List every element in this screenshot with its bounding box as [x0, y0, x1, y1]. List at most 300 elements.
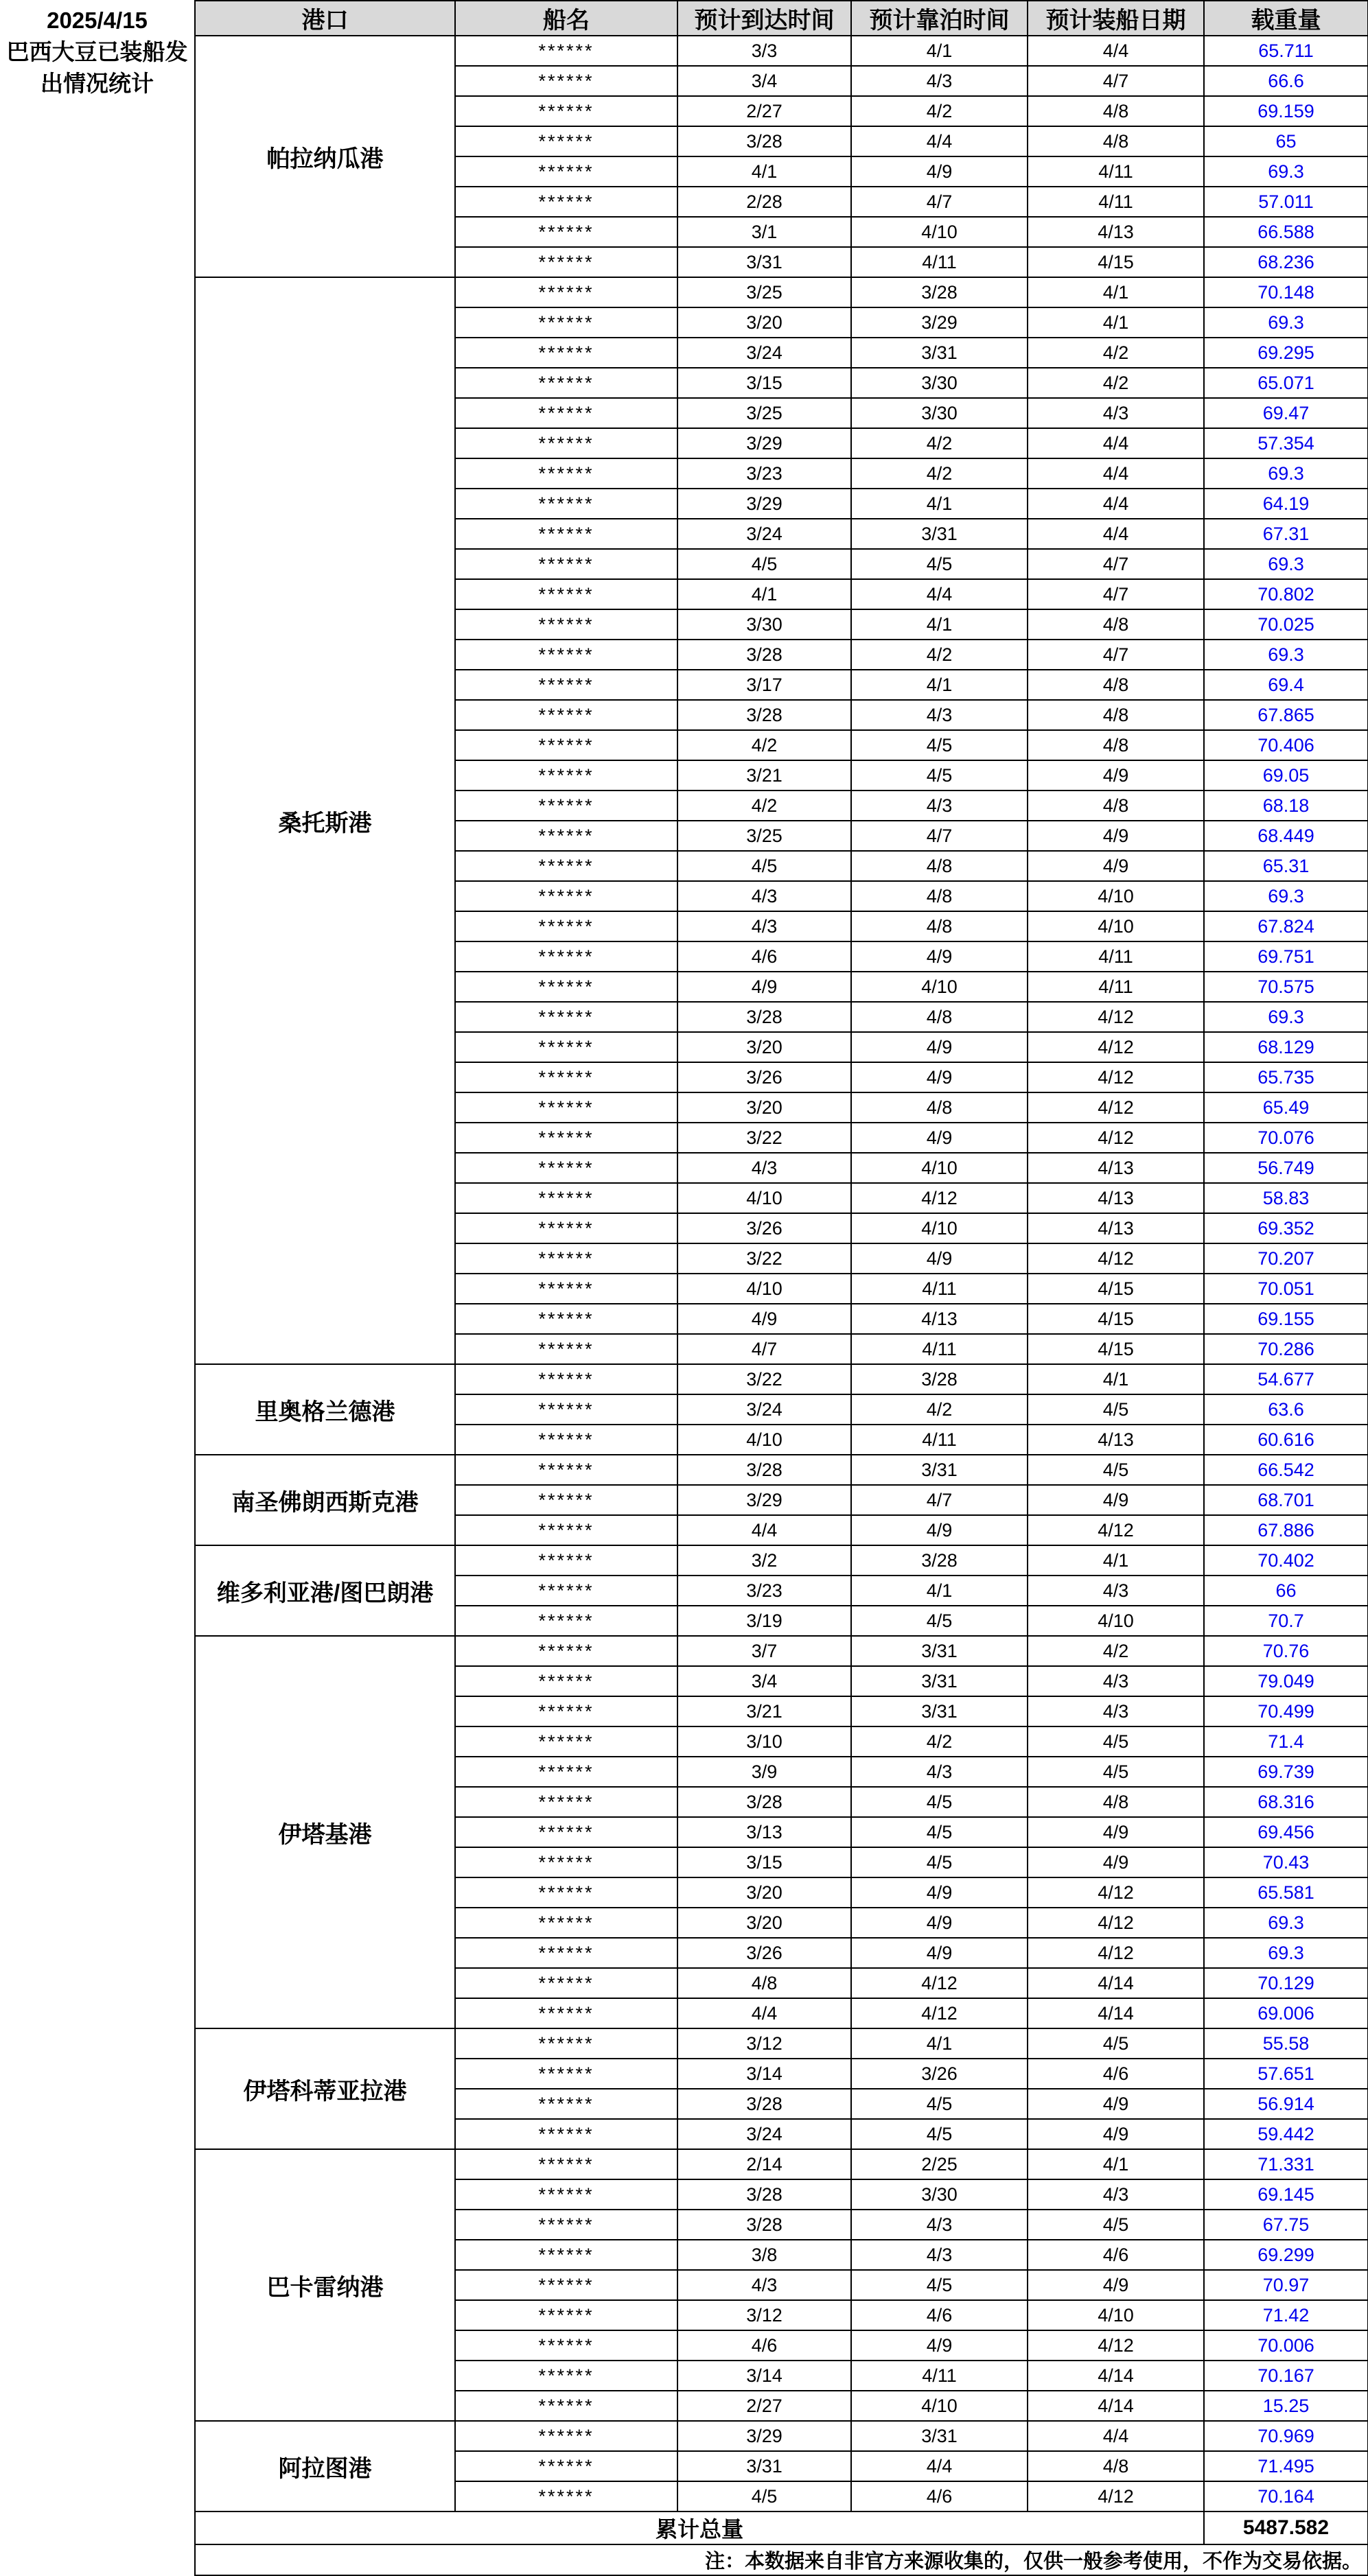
berth-date-cell: 4/1: [851, 1576, 1028, 1606]
weight-cell: 68.701: [1204, 1485, 1368, 1515]
berth-date-cell: 4/2: [851, 96, 1028, 126]
arrival-date-cell: 3/13: [677, 1817, 851, 1847]
berth-date-cell: 4/3: [851, 2240, 1028, 2270]
ship-name-cell: ******: [455, 670, 677, 700]
weight-cell: 69.145: [1204, 2179, 1368, 2210]
weight-cell: 67.75: [1204, 2210, 1368, 2240]
berth-date-cell: 4/5: [851, 760, 1028, 791]
ship-name-cell: ******: [455, 2361, 677, 2391]
arrival-date-cell: 3/23: [677, 1576, 851, 1606]
arrival-date-cell: 4/3: [677, 1153, 851, 1183]
ship-name-cell: ******: [455, 2300, 677, 2330]
berth-date-cell: 4/2: [851, 640, 1028, 670]
weight-cell: 66: [1204, 1576, 1368, 1606]
loading-date-cell: 4/2: [1028, 368, 1204, 398]
weight-cell: 69.155: [1204, 1304, 1368, 1334]
weight-cell: 70.402: [1204, 1545, 1368, 1576]
berth-date-cell: 4/6: [851, 2300, 1028, 2330]
port-name-cell: 桑托斯港: [195, 277, 455, 1364]
ship-name-cell: ******: [455, 368, 677, 398]
loading-date-cell: 4/11: [1028, 972, 1204, 1002]
column-header-berth: 预计靠泊时间: [851, 1, 1028, 36]
berth-date-cell: 4/9: [851, 1908, 1028, 1938]
weight-cell: 69.295: [1204, 338, 1368, 368]
ship-name-cell: ******: [455, 126, 677, 156]
loading-date-cell: 4/9: [1028, 851, 1204, 881]
arrival-date-cell: 3/7: [677, 1636, 851, 1666]
ship-name-cell: ******: [455, 1032, 677, 1062]
berth-date-cell: 4/7: [851, 187, 1028, 217]
total-value: 5487.582: [1204, 2511, 1368, 2544]
berth-date-cell: 4/2: [851, 1726, 1028, 1757]
berth-date-cell: 4/2: [851, 458, 1028, 489]
ship-name-cell: ******: [455, 2451, 677, 2481]
berth-date-cell: 4/9: [851, 1032, 1028, 1062]
berth-date-cell: 4/5: [851, 730, 1028, 760]
arrival-date-cell: 3/4: [677, 1666, 851, 1696]
ship-name-cell: ******: [455, 791, 677, 821]
ship-name-cell: ******: [455, 1636, 677, 1666]
loading-date-cell: 4/15: [1028, 247, 1204, 277]
arrival-date-cell: 3/22: [677, 1364, 851, 1394]
table-row: [0, 277, 1368, 307]
loading-date-cell: 4/12: [1028, 2481, 1204, 2511]
ship-name-cell: ******: [455, 2421, 677, 2451]
weight-cell: 70.286: [1204, 1334, 1368, 1364]
berth-date-cell: 4/9: [851, 1243, 1028, 1274]
berth-date-cell: 4/1: [851, 36, 1028, 66]
ship-name-cell: ******: [455, 458, 677, 489]
arrival-date-cell: 4/10: [677, 1425, 851, 1455]
ship-name-cell: ******: [455, 2330, 677, 2361]
berth-date-cell: 4/9: [851, 156, 1028, 187]
ship-name-cell: ******: [455, 2240, 677, 2270]
total-label: 累计总量: [195, 2511, 1204, 2544]
weight-cell: 70.207: [1204, 1243, 1368, 1274]
weight-cell: 56.914: [1204, 2089, 1368, 2119]
arrival-date-cell: 3/28: [677, 2089, 851, 2119]
loading-date-cell: 4/8: [1028, 791, 1204, 821]
berth-date-cell: 4/8: [851, 881, 1028, 911]
loading-date-cell: 4/13: [1028, 1183, 1204, 1213]
table-row: [0, 2149, 1368, 2179]
ship-name-cell: ******: [455, 1123, 677, 1153]
arrival-date-cell: 3/29: [677, 2421, 851, 2451]
berth-date-cell: 3/30: [851, 368, 1028, 398]
berth-date-cell: 3/31: [851, 1636, 1028, 1666]
berth-date-cell: 4/6: [851, 2481, 1028, 2511]
berth-date-cell: 4/9: [851, 941, 1028, 972]
loading-date-cell: 4/8: [1028, 670, 1204, 700]
loading-date-cell: 4/13: [1028, 1213, 1204, 1243]
berth-date-cell: 4/2: [851, 1394, 1028, 1425]
berth-date-cell: 2/25: [851, 2149, 1028, 2179]
arrival-date-cell: 3/15: [677, 1847, 851, 1877]
loading-date-cell: 4/3: [1028, 1576, 1204, 1606]
berth-date-cell: 4/10: [851, 1153, 1028, 1183]
weight-cell: 65.581: [1204, 1877, 1368, 1908]
ship-name-cell: ******: [455, 2391, 677, 2421]
arrival-date-cell: 4/4: [677, 1515, 851, 1545]
berth-date-cell: 4/3: [851, 791, 1028, 821]
arrival-date-cell: 3/28: [677, 2179, 851, 2210]
weight-cell: 63.6: [1204, 1394, 1368, 1425]
ship-name-cell: ******: [455, 1938, 677, 1968]
ship-name-cell: ******: [455, 1425, 677, 1455]
table-row: [0, 1545, 1368, 1576]
loading-date-cell: 4/3: [1028, 398, 1204, 428]
arrival-date-cell: 3/24: [677, 338, 851, 368]
loading-date-cell: 4/14: [1028, 1998, 1204, 2028]
berth-date-cell: 4/5: [851, 1817, 1028, 1847]
ship-name-cell: ******: [455, 307, 677, 338]
arrival-date-cell: 3/24: [677, 519, 851, 549]
port-name-cell: 南圣佛朗西斯克港: [195, 1455, 455, 1545]
berth-date-cell: 3/28: [851, 1364, 1028, 1394]
loading-date-cell: 4/4: [1028, 36, 1204, 66]
ship-name-cell: ******: [455, 972, 677, 1002]
arrival-date-cell: 2/27: [677, 96, 851, 126]
ship-name-cell: ******: [455, 2179, 677, 2210]
arrival-date-cell: 3/23: [677, 458, 851, 489]
ship-name-cell: ******: [455, 609, 677, 640]
arrival-date-cell: 4/8: [677, 1968, 851, 1998]
arrival-date-cell: 3/25: [677, 398, 851, 428]
arrival-date-cell: 3/21: [677, 760, 851, 791]
arrival-date-cell: 3/14: [677, 2059, 851, 2089]
ship-name-cell: ******: [455, 1606, 677, 1636]
loading-date-cell: 4/1: [1028, 2149, 1204, 2179]
note-row: [0, 2544, 1368, 2575]
berth-date-cell: 3/30: [851, 398, 1028, 428]
arrival-date-cell: 3/1: [677, 217, 851, 247]
weight-cell: 70.148: [1204, 277, 1368, 307]
loading-date-cell: 4/12: [1028, 1002, 1204, 1032]
ship-name-cell: ******: [455, 1092, 677, 1123]
berth-date-cell: 4/11: [851, 247, 1028, 277]
loading-date-cell: 4/3: [1028, 1696, 1204, 1726]
ship-name-cell: ******: [455, 1757, 677, 1787]
berth-date-cell: 4/11: [851, 1425, 1028, 1455]
arrival-date-cell: 4/5: [677, 2481, 851, 2511]
berth-date-cell: 4/7: [851, 821, 1028, 851]
loading-date-cell: 4/12: [1028, 1062, 1204, 1092]
loading-date-cell: 4/9: [1028, 2089, 1204, 2119]
loading-date-cell: 4/10: [1028, 2300, 1204, 2330]
port-name-cell: 里奥格兰德港: [195, 1364, 455, 1455]
arrival-date-cell: 3/24: [677, 2119, 851, 2149]
loading-date-cell: 4/5: [1028, 1726, 1204, 1757]
arrival-date-cell: 3/28: [677, 640, 851, 670]
ship-name-cell: ******: [455, 1696, 677, 1726]
arrival-date-cell: 3/12: [677, 2300, 851, 2330]
arrival-date-cell: 3/26: [677, 1938, 851, 1968]
arrival-date-cell: 3/31: [677, 2451, 851, 2481]
berth-date-cell: 4/3: [851, 2210, 1028, 2240]
arrival-date-cell: 3/29: [677, 1485, 851, 1515]
report-title-line: 出情况统计: [40, 71, 154, 96]
berth-date-cell: 3/26: [851, 2059, 1028, 2089]
ship-name-cell: ******: [455, 2149, 677, 2179]
loading-date-cell: 4/9: [1028, 821, 1204, 851]
berth-date-cell: 4/4: [851, 2451, 1028, 2481]
weight-cell: 67.886: [1204, 1515, 1368, 1545]
ship-name-cell: ******: [455, 1515, 677, 1545]
weight-cell: 66.542: [1204, 1455, 1368, 1485]
berth-date-cell: 4/3: [851, 700, 1028, 730]
ship-name-cell: ******: [455, 36, 677, 66]
berth-date-cell: 4/1: [851, 670, 1028, 700]
loading-date-cell: 4/12: [1028, 1092, 1204, 1123]
arrival-date-cell: 3/26: [677, 1213, 851, 1243]
weight-cell: 68.18: [1204, 791, 1368, 821]
berth-date-cell: 4/10: [851, 972, 1028, 1002]
berth-date-cell: 3/28: [851, 277, 1028, 307]
arrival-date-cell: 3/20: [677, 307, 851, 338]
arrival-date-cell: 3/26: [677, 1062, 851, 1092]
arrival-date-cell: 4/10: [677, 1183, 851, 1213]
loading-date-cell: 4/1: [1028, 1364, 1204, 1394]
ship-name-cell: ******: [455, 338, 677, 368]
loading-date-cell: 4/7: [1028, 640, 1204, 670]
weight-cell: 66.6: [1204, 66, 1368, 96]
ship-name-cell: ******: [455, 2481, 677, 2511]
berth-date-cell: 4/9: [851, 1123, 1028, 1153]
weight-cell: 71.42: [1204, 2300, 1368, 2330]
arrival-date-cell: 3/29: [677, 428, 851, 458]
port-name-cell: 伊塔基港: [195, 1636, 455, 2028]
ship-name-cell: ******: [455, 1908, 677, 1938]
berth-date-cell: 4/1: [851, 609, 1028, 640]
loading-date-cell: 4/5: [1028, 1455, 1204, 1485]
berth-date-cell: 3/31: [851, 1666, 1028, 1696]
loading-date-cell: 4/2: [1028, 1636, 1204, 1666]
weight-cell: 70.7: [1204, 1606, 1368, 1636]
ship-name-cell: ******: [455, 1243, 677, 1274]
arrival-date-cell: 4/1: [677, 579, 851, 609]
ship-name-cell: ******: [455, 1394, 677, 1425]
weight-cell: 67.824: [1204, 911, 1368, 941]
berth-date-cell: 4/9: [851, 2330, 1028, 2361]
arrival-date-cell: 4/9: [677, 1304, 851, 1334]
weight-cell: 15.25: [1204, 2391, 1368, 2421]
berth-date-cell: 4/5: [851, 1847, 1028, 1877]
arrival-date-cell: 3/8: [677, 2240, 851, 2270]
berth-date-cell: 4/1: [851, 2028, 1028, 2059]
loading-date-cell: 4/4: [1028, 2421, 1204, 2451]
berth-date-cell: 4/12: [851, 1998, 1028, 2028]
arrival-date-cell: 3/20: [677, 1908, 851, 1938]
port-name-cell: 帕拉纳瓜港: [195, 36, 455, 277]
arrival-date-cell: 4/4: [677, 1998, 851, 2028]
arrival-date-cell: 2/27: [677, 2391, 851, 2421]
loading-date-cell: 4/13: [1028, 1425, 1204, 1455]
weight-cell: 79.049: [1204, 1666, 1368, 1696]
weight-cell: 70.575: [1204, 972, 1368, 1002]
weight-cell: 70.969: [1204, 2421, 1368, 2451]
weight-cell: 70.051: [1204, 1274, 1368, 1304]
berth-date-cell: 4/11: [851, 2361, 1028, 2391]
weight-cell: 65.071: [1204, 368, 1368, 398]
weight-cell: 57.011: [1204, 187, 1368, 217]
weight-cell: 69.299: [1204, 2240, 1368, 2270]
weight-cell: 69.05: [1204, 760, 1368, 791]
ship-name-cell: ******: [455, 156, 677, 187]
loading-date-cell: 4/3: [1028, 2179, 1204, 2210]
berth-date-cell: 3/31: [851, 338, 1028, 368]
weight-cell: 70.406: [1204, 730, 1368, 760]
weight-cell: 70.167: [1204, 2361, 1368, 2391]
weight-cell: 60.616: [1204, 1425, 1368, 1455]
arrival-date-cell: 3/12: [677, 2028, 851, 2059]
weight-cell: 70.76: [1204, 1636, 1368, 1666]
loading-date-cell: 4/4: [1028, 458, 1204, 489]
weight-cell: 68.449: [1204, 821, 1368, 851]
weight-cell: 69.352: [1204, 1213, 1368, 1243]
loading-date-cell: 4/12: [1028, 1243, 1204, 1274]
weight-cell: 70.129: [1204, 1968, 1368, 1998]
berth-date-cell: 4/11: [851, 1274, 1028, 1304]
arrival-date-cell: 4/5: [677, 549, 851, 579]
loading-date-cell: 4/10: [1028, 1606, 1204, 1636]
berth-date-cell: 4/11: [851, 1334, 1028, 1364]
port-name-cell: 巴卡雷纳港: [195, 2149, 455, 2421]
ship-name-cell: ******: [455, 277, 677, 307]
ship-name-cell: ******: [455, 2028, 677, 2059]
weight-cell: 69.006: [1204, 1998, 1368, 2028]
weight-cell: 69.3: [1204, 881, 1368, 911]
berth-date-cell: 4/1: [851, 489, 1028, 519]
weight-cell: 64.19: [1204, 489, 1368, 519]
arrival-date-cell: 4/2: [677, 730, 851, 760]
column-header-port: 港口: [195, 1, 455, 36]
loading-date-cell: 4/15: [1028, 1304, 1204, 1334]
arrival-date-cell: 3/3: [677, 36, 851, 66]
weight-cell: 67.31: [1204, 519, 1368, 549]
weight-cell: 59.442: [1204, 2119, 1368, 2149]
arrival-date-cell: 4/6: [677, 2330, 851, 2361]
arrival-date-cell: 3/24: [677, 1394, 851, 1425]
loading-date-cell: 4/10: [1028, 911, 1204, 941]
weight-cell: 69.3: [1204, 640, 1368, 670]
berth-date-cell: 3/31: [851, 1455, 1028, 1485]
ship-name-cell: ******: [455, 1545, 677, 1576]
berth-date-cell: 3/31: [851, 2421, 1028, 2451]
loading-date-cell: 4/10: [1028, 881, 1204, 911]
ship-name-cell: ******: [455, 1968, 677, 1998]
ship-name-cell: ******: [455, 911, 677, 941]
arrival-date-cell: 4/5: [677, 851, 851, 881]
table-row: [0, 1364, 1368, 1394]
ship-name-cell: ******: [455, 96, 677, 126]
column-header-ship: 船名: [455, 1, 677, 36]
weight-cell: 71.4: [1204, 1726, 1368, 1757]
loading-date-cell: 4/15: [1028, 1274, 1204, 1304]
report-title: [0, 1, 195, 2575]
weight-cell: 57.651: [1204, 2059, 1368, 2089]
weight-cell: 69.456: [1204, 1817, 1368, 1847]
loading-date-cell: 4/4: [1028, 519, 1204, 549]
weight-cell: 69.3: [1204, 156, 1368, 187]
ship-name-cell: ******: [455, 2119, 677, 2149]
loading-date-cell: 4/9: [1028, 760, 1204, 791]
berth-date-cell: 4/4: [851, 579, 1028, 609]
berth-date-cell: 4/10: [851, 217, 1028, 247]
berth-date-cell: 4/5: [851, 2270, 1028, 2300]
weight-cell: 65.31: [1204, 851, 1368, 881]
ship-name-cell: ******: [455, 217, 677, 247]
arrival-date-cell: 3/19: [677, 1606, 851, 1636]
ship-name-cell: ******: [455, 640, 677, 670]
arrival-date-cell: 3/20: [677, 1092, 851, 1123]
port-name-cell: 维多利亚港/图巴朗港: [195, 1545, 455, 1636]
loading-date-cell: 4/9: [1028, 2270, 1204, 2300]
berth-date-cell: 4/13: [851, 1304, 1028, 1334]
ship-name-cell: ******: [455, 1576, 677, 1606]
berth-date-cell: 4/10: [851, 1213, 1028, 1243]
ship-name-cell: ******: [455, 941, 677, 972]
arrival-date-cell: 4/3: [677, 2270, 851, 2300]
weight-cell: 65: [1204, 126, 1368, 156]
arrival-date-cell: 3/28: [677, 1455, 851, 1485]
arrival-date-cell: 3/17: [677, 670, 851, 700]
port-name-cell: 伊塔科蒂亚拉港: [195, 2028, 455, 2149]
berth-date-cell: 4/8: [851, 911, 1028, 941]
weight-cell: 68.236: [1204, 247, 1368, 277]
loading-date-cell: 4/1: [1028, 307, 1204, 338]
weight-cell: 69.47: [1204, 398, 1368, 428]
loading-date-cell: 4/12: [1028, 1908, 1204, 1938]
weight-cell: 70.164: [1204, 2481, 1368, 2511]
ship-name-cell: ******: [455, 2270, 677, 2300]
weight-cell: 65.49: [1204, 1092, 1368, 1123]
weight-cell: 70.006: [1204, 2330, 1368, 2361]
ship-name-cell: ******: [455, 1666, 677, 1696]
loading-date-cell: 4/8: [1028, 96, 1204, 126]
loading-date-cell: 4/2: [1028, 338, 1204, 368]
weight-cell: 70.076: [1204, 1123, 1368, 1153]
berth-date-cell: 3/29: [851, 307, 1028, 338]
arrival-date-cell: 3/21: [677, 1696, 851, 1726]
berth-date-cell: 3/31: [851, 519, 1028, 549]
loading-date-cell: 4/15: [1028, 1334, 1204, 1364]
ship-name-cell: ******: [455, 881, 677, 911]
loading-date-cell: 4/5: [1028, 2210, 1204, 2240]
ship-name-cell: ******: [455, 2210, 677, 2240]
weight-cell: 70.43: [1204, 1847, 1368, 1877]
weight-cell: 69.3: [1204, 549, 1368, 579]
loading-date-cell: 4/12: [1028, 1877, 1204, 1908]
loading-date-cell: 4/12: [1028, 2330, 1204, 2361]
loading-date-cell: 4/8: [1028, 2451, 1204, 2481]
arrival-date-cell: 4/10: [677, 1274, 851, 1304]
loading-date-cell: 4/1: [1028, 277, 1204, 307]
weight-cell: 67.865: [1204, 700, 1368, 730]
ship-name-cell: ******: [455, 1726, 677, 1757]
arrival-date-cell: 3/22: [677, 1243, 851, 1274]
weight-cell: 55.58: [1204, 2028, 1368, 2059]
loading-date-cell: 4/11: [1028, 941, 1204, 972]
weight-cell: 54.677: [1204, 1364, 1368, 1394]
arrival-date-cell: 4/7: [677, 1334, 851, 1364]
arrival-date-cell: 3/28: [677, 126, 851, 156]
ship-name-cell: ******: [455, 821, 677, 851]
arrival-date-cell: 3/20: [677, 1032, 851, 1062]
berth-date-cell: 4/8: [851, 1002, 1028, 1032]
weight-cell: 70.97: [1204, 2270, 1368, 2300]
ship-name-cell: ******: [455, 2089, 677, 2119]
loading-date-cell: 4/11: [1028, 187, 1204, 217]
